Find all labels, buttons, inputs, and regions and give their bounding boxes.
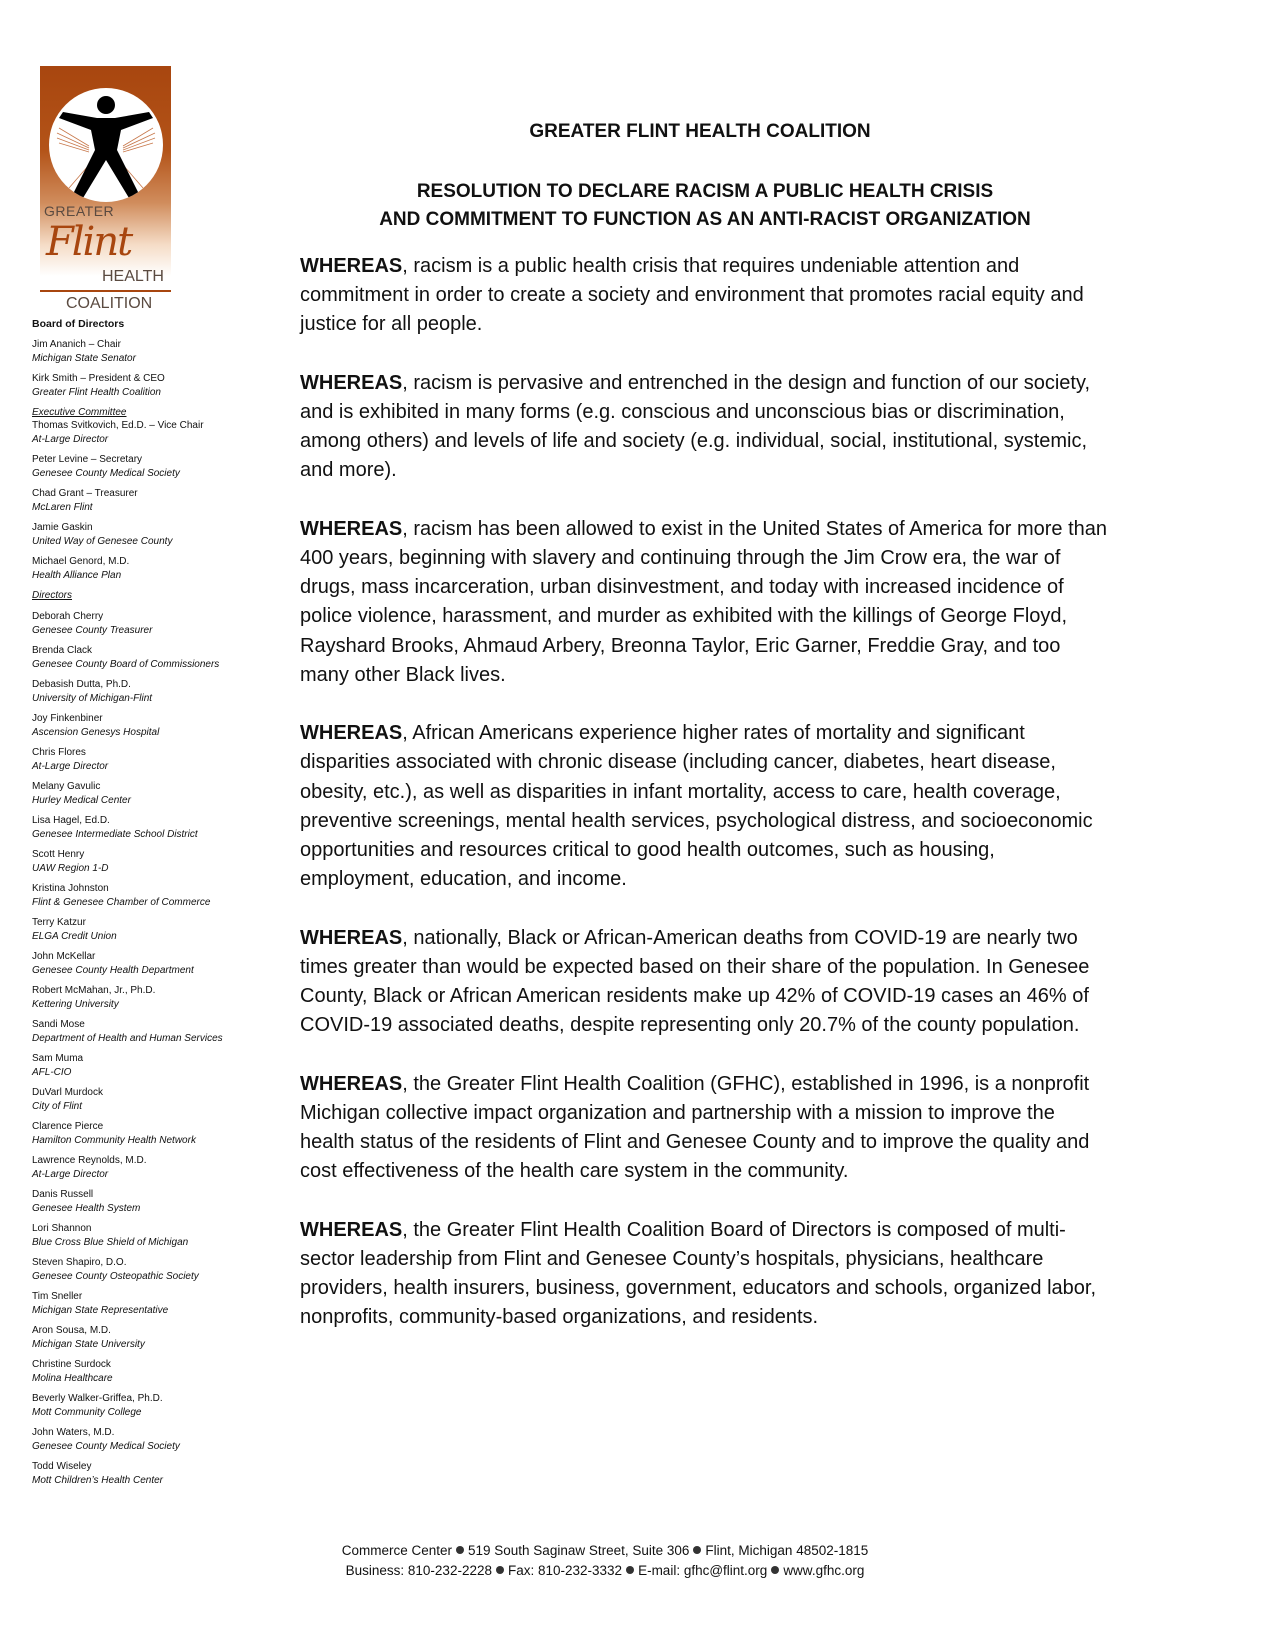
member-name: Kristina Johnston bbox=[32, 883, 109, 894]
member-organization: Hamilton Community Health Network bbox=[32, 1134, 196, 1146]
board-member bbox=[32, 1358, 277, 1385]
board-member bbox=[32, 1222, 277, 1249]
member-name: Sandi Mose bbox=[32, 1019, 85, 1030]
whereas-text: , African Americans experience higher rates of mortality and significant disparities associated with chronic disease (including cancer, diabetes, heart disease, obesity, etc.), as well as disparities in infant mortality, access to care, health coverage, preventive screenings, mental health services, psychological distress, and socioeconomic opportunities and resources critical to good health outcomes, such as housing, employment, education, and income. bbox=[300, 722, 1093, 891]
member-organization: Genesee County Medical Society bbox=[32, 467, 180, 479]
board-member bbox=[32, 1392, 277, 1419]
member-name: Lisa Hagel, Ed.D. bbox=[32, 815, 110, 826]
board-member bbox=[32, 916, 277, 943]
member-name: Lawrence Reynolds, M.D. bbox=[32, 1155, 147, 1166]
member-name: Joy Finkenbiner bbox=[32, 713, 103, 724]
member-organization: Department of Health and Human Services bbox=[32, 1032, 223, 1044]
whereas-text: , the Greater Flint Health Coalition Board of Directors is composed of multi-sector leadership from Flint and Genesee County’s hospitals, physicians, healthcare providers, health insurers, business, government, educators and schools, organized labor, nonprofits, community-based organizations, and residents. bbox=[300, 1218, 1097, 1329]
member-name: Clarence Pierce bbox=[32, 1121, 104, 1132]
whereas-clause bbox=[300, 515, 1110, 690]
member-name: Steven Shapiro, D.O. bbox=[32, 1257, 127, 1268]
member-name: Todd Wiseley bbox=[32, 1461, 92, 1472]
bullet-separator-icon bbox=[496, 1566, 504, 1574]
member-organization: Genesee County Board of Commissioners bbox=[32, 658, 220, 670]
whereas-clauses bbox=[300, 252, 1110, 1332]
member-organization: Michigan State University bbox=[32, 1338, 145, 1350]
logo-circle bbox=[49, 88, 163, 202]
member-organization: Genesee County Treasurer bbox=[32, 624, 153, 636]
footer-item: Commerce Center bbox=[341, 1543, 452, 1558]
board-member bbox=[32, 1324, 277, 1351]
board-member bbox=[32, 453, 277, 480]
whereas-label: WHEREAS bbox=[300, 255, 403, 277]
member-name: Danis Russell bbox=[32, 1189, 94, 1200]
vitruvian-figure-icon bbox=[49, 88, 163, 202]
member-name: Thomas Svitkovich, Ed.D. – Vice Chair bbox=[32, 420, 204, 431]
member-name: DuVarl Murdock bbox=[32, 1087, 103, 1098]
footer-contact bbox=[300, 1541, 910, 1581]
member-organization: At-Large Director bbox=[32, 760, 109, 772]
bullet-separator-icon bbox=[693, 1546, 701, 1554]
footer-address-line bbox=[300, 1541, 910, 1561]
resolution-title-line-1: RESOLUTION TO DECLARE RACISM A PUBLIC HEALTH CRISIS bbox=[416, 181, 994, 202]
board-member bbox=[32, 746, 277, 773]
board-member bbox=[32, 338, 277, 365]
logo-coalition: COALITION bbox=[66, 295, 153, 312]
footer-item: Flint, Michigan 48502-1815 bbox=[705, 1543, 869, 1558]
whereas-text: , racism is a public health crisis that requires undeniable attention and commitment in order to create a society and environment that promotes racial equity and justice for all people. bbox=[300, 255, 1084, 336]
member-organization: Mott Community College bbox=[32, 1406, 142, 1418]
member-name: Chad Grant – Treasurer bbox=[32, 488, 138, 499]
member-organization: Kettering University bbox=[32, 998, 119, 1010]
member-name: John McKellar bbox=[32, 951, 96, 962]
executive-committee-heading: Executive Committee bbox=[32, 407, 127, 418]
member-organization: Greater Flint Health Coalition bbox=[32, 386, 161, 398]
member-organization: Blue Cross Blue Shield of Michigan bbox=[32, 1236, 189, 1248]
executive-committee-list bbox=[32, 419, 277, 582]
member-organization: Genesee Health System bbox=[32, 1202, 141, 1214]
logo-flint: Flint bbox=[46, 219, 132, 265]
whereas-label: WHEREAS bbox=[300, 926, 403, 949]
footer-item[interactable]: E-mail: gfhc@flint.org bbox=[638, 1563, 768, 1578]
member-organization: Genesee County Health Department bbox=[32, 964, 194, 976]
footer-item[interactable]: www.gfhc.org bbox=[783, 1563, 865, 1578]
directors-heading: Directors bbox=[32, 590, 73, 601]
member-name: Lori Shannon bbox=[32, 1223, 92, 1234]
member-organization: McLaren Flint bbox=[32, 501, 93, 513]
whereas-clause bbox=[300, 719, 1110, 894]
board-member bbox=[32, 712, 277, 739]
member-organization: Genesee County Osteopathic Society bbox=[32, 1270, 199, 1282]
logo-health: HEALTH bbox=[102, 268, 164, 285]
member-name: Sam Muma bbox=[32, 1053, 84, 1064]
whereas-text: , nationally, Black or African-American deaths from COVID-19 are nearly two times greater than would be expected based on their share of the population. In Genesee County, Black or African American residents make up 42% of COVID-19 cases an 46% of COVID-19 associated deaths, despite representing only 20.7% of the county population. bbox=[300, 926, 1090, 1037]
whereas-label: WHEREAS bbox=[300, 722, 403, 745]
member-organization: Genesee Intermediate School District bbox=[32, 828, 198, 840]
whereas-label: WHEREAS bbox=[300, 371, 403, 394]
whereas-clause bbox=[300, 1070, 1110, 1187]
board-member bbox=[32, 372, 277, 399]
member-name: Deborah Cherry bbox=[32, 611, 104, 622]
board-member bbox=[32, 487, 277, 514]
whereas-clause bbox=[300, 252, 1110, 340]
board-member bbox=[32, 678, 277, 705]
member-name: Debasish Dutta, Ph.D. bbox=[32, 679, 131, 690]
resolution-document bbox=[300, 118, 1110, 1362]
member-name: Christine Surdock bbox=[32, 1359, 111, 1370]
member-name: Jim Ananich – Chair bbox=[32, 339, 121, 350]
board-heading: Board of Directors bbox=[32, 318, 125, 330]
member-organization: United Way of Genesee County bbox=[32, 535, 173, 547]
member-organization: At-Large Director bbox=[32, 433, 109, 445]
member-name: Brenda Clack bbox=[32, 645, 93, 656]
member-organization: Health Alliance Plan bbox=[32, 569, 122, 581]
whereas-clause bbox=[300, 369, 1110, 486]
member-organization: Flint & Genesee Chamber of Commerce bbox=[32, 896, 211, 908]
bullet-separator-icon bbox=[626, 1566, 634, 1574]
member-organization: Michigan State Representative bbox=[32, 1304, 169, 1316]
whereas-text: , racism is pervasive and entrenched in the design and function of our society, and is exhibited in many forms (e.g. conscious and unconscious bias or discrimination, among others) and levels of life and society (e.g. individual, social, institutional, systemic, and more). bbox=[300, 371, 1091, 482]
whereas-clause bbox=[300, 1216, 1110, 1333]
whereas-text: , the Greater Flint Health Coalition (GFHC), established in 1996, is a nonprofit Michigan collective impact organization and partnership with a mission to improve the health status of the residents of Flint and Genesee County and to improve the quality and cost effectiveness of the health care system in the community. bbox=[300, 1072, 1090, 1183]
board-member bbox=[32, 1290, 277, 1317]
member-organization: Michigan State Senator bbox=[32, 352, 136, 364]
board-member bbox=[32, 555, 277, 582]
board-member bbox=[32, 848, 277, 875]
member-name: Aron Sousa, M.D. bbox=[32, 1325, 111, 1336]
member-organization: Ascension Genesys Hospital bbox=[32, 726, 160, 738]
member-name: Chris Flores bbox=[32, 747, 86, 758]
whereas-label: WHEREAS bbox=[300, 517, 403, 540]
board-member bbox=[32, 984, 277, 1011]
member-organization: Hurley Medical Center bbox=[32, 794, 131, 806]
member-name: Kirk Smith – President & CEO bbox=[32, 373, 165, 384]
board-member bbox=[32, 644, 277, 671]
member-organization: At-Large Director bbox=[32, 1168, 109, 1180]
board-member bbox=[32, 1120, 277, 1147]
board-member bbox=[32, 610, 277, 637]
board-member bbox=[32, 950, 277, 977]
board-member bbox=[32, 419, 277, 446]
whereas-clause bbox=[300, 924, 1110, 1041]
member-name: Peter Levine – Secretary bbox=[32, 454, 143, 465]
member-name: John Waters, M.D. bbox=[32, 1427, 115, 1438]
member-organization: University of Michigan-Flint bbox=[32, 692, 153, 704]
directors-list bbox=[32, 610, 277, 1487]
footer-item: Fax: 810-232-3332 bbox=[507, 1563, 623, 1578]
board-member bbox=[32, 814, 277, 841]
logo-divider bbox=[40, 290, 171, 292]
member-name: Robert McMahan, Jr., Ph.D. bbox=[32, 985, 156, 996]
member-organization: AFL-CIO bbox=[32, 1066, 72, 1078]
officers-list bbox=[32, 338, 277, 399]
member-organization: City of Flint bbox=[32, 1100, 83, 1112]
board-member bbox=[32, 1188, 277, 1215]
footer-item: Business: 810-232-2228 bbox=[345, 1563, 492, 1578]
gfhc-logo bbox=[40, 66, 171, 328]
board-member bbox=[32, 521, 277, 548]
whereas-text: , racism has been allowed to exist in the United States of America for more than 400 years, beginning with slavery and continuing through the Jim Crow era, the war of drugs, mass incarceration, urban disinvestment, and today with increased incidence of police violence, harassment, and murder as exhibited with the killings of George Floyd, Rayshard Brooks, Ahmaud Arbery, Breonna Taylor, Eric Garner, Freddie Gray, and too many other Black lives. bbox=[300, 517, 1108, 686]
member-name: Beverly Walker-Griffea, Ph.D. bbox=[32, 1393, 163, 1404]
sidebar bbox=[32, 66, 277, 1494]
member-organization: UAW Region 1-D bbox=[32, 862, 109, 874]
bullet-separator-icon bbox=[771, 1566, 779, 1574]
member-organization: Molina Healthcare bbox=[32, 1372, 113, 1384]
resolution-title-line-2: AND COMMITMENT TO FUNCTION AS AN ANTI-RACIST ORGANIZATION bbox=[379, 209, 1031, 230]
logo-greater: GREATER bbox=[44, 203, 115, 219]
member-name: Scott Henry bbox=[32, 849, 85, 860]
member-name: Tim Sneller bbox=[32, 1291, 83, 1302]
member-organization: Genesee County Medical Society bbox=[32, 1440, 180, 1452]
board-member bbox=[32, 1460, 277, 1487]
member-name: Michael Genord, M.D. bbox=[32, 556, 130, 567]
board-member bbox=[32, 1052, 277, 1079]
member-name: Melany Gavulic bbox=[32, 781, 101, 792]
board-member bbox=[32, 882, 277, 909]
whereas-label: WHEREAS bbox=[300, 1072, 403, 1095]
board-member bbox=[32, 1426, 277, 1453]
whereas-label: WHEREAS bbox=[300, 1218, 403, 1241]
board-member bbox=[32, 1256, 277, 1283]
member-name: Jamie Gaskin bbox=[32, 522, 93, 533]
member-organization: ELGA Credit Union bbox=[32, 930, 117, 942]
member-name: Terry Katzur bbox=[32, 917, 86, 928]
board-member bbox=[32, 1154, 277, 1181]
org-title: GREATER FLINT HEALTH COALITION bbox=[529, 121, 871, 142]
footer-contact-line bbox=[300, 1561, 910, 1581]
bullet-separator-icon bbox=[456, 1546, 464, 1554]
footer-item: 519 South Saginaw Street, Suite 306 bbox=[468, 1543, 690, 1558]
member-organization: Mott Children’s Health Center bbox=[32, 1474, 163, 1486]
board-member bbox=[32, 1018, 277, 1045]
board-member bbox=[32, 780, 277, 807]
board-member bbox=[32, 1086, 277, 1113]
